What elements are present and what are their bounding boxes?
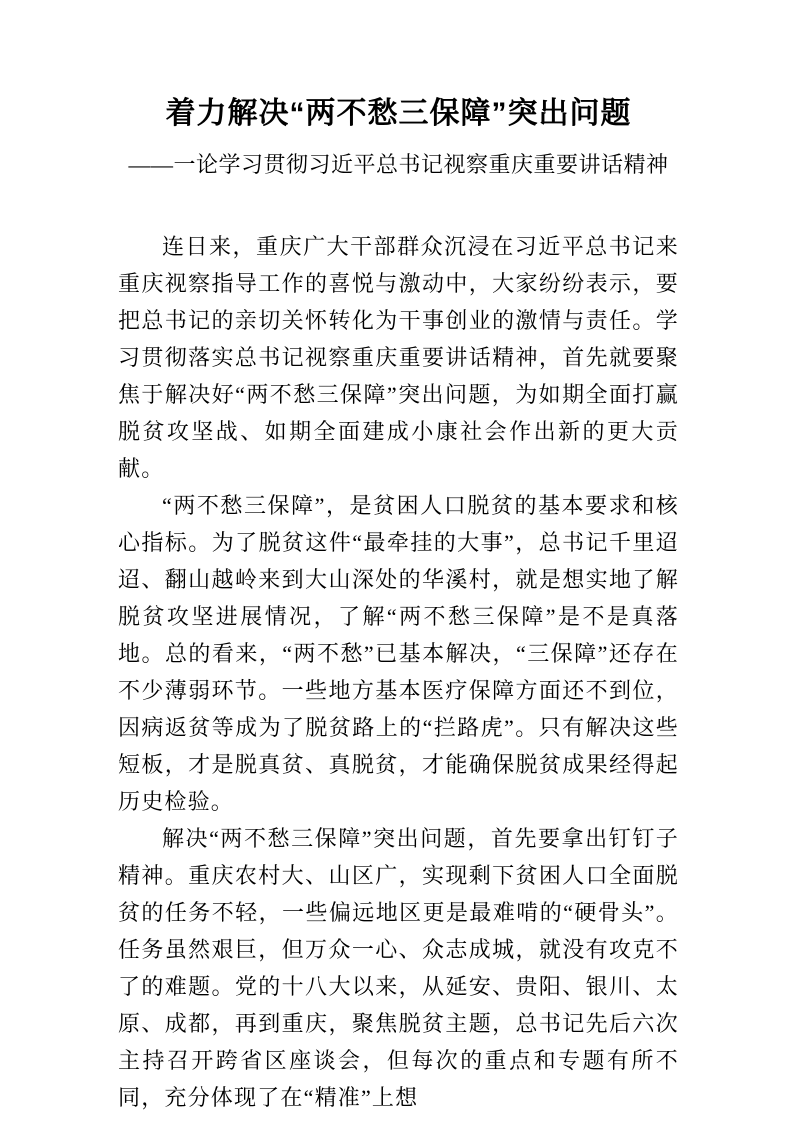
document-subtitle: ——一论学习贯彻习近平总书记视察重庆重要讲话精神 — [128, 152, 669, 177]
body-paragraph: 连日来，重庆广大干部群众沉浸在习近平总书记来重庆视察指导工作的喜悦与激动中，大家纷纷表示，要把总书记的亲切关怀转化为干事创业的激情与责任。学习贯彻落实总书记视察重庆重要讲话精神，首先就要聚焦于解决好“两不愁三保障”突出问题，为如期全面打赢脱贫攻坚战、如期全面建成小康社会作出新的更大贡献。 — [118, 234, 679, 481]
document-body — [118, 228, 679, 1116]
body-paragraph: 解决“两不愁三保障”突出问题，首先要拿出钉钉子精神。重庆农村大、山区广，实现剩下贫困人口全面脱贫的任务不轻，一些偏远地区更是最难啃的“硬骨头”。任务虽然艰巨，但万众一心、众志成城，就没有攻克不了的难题。党的十八大以来，从延安、贵阳、银川、太原、成都，再到重庆，聚焦脱贫主题，总书记先后六次主持召开跨省区座谈会，但每次的重点和专题有所不同，充分体现了在“精准”上想 — [118, 826, 679, 1110]
document-title: 着力解决“两不愁三保障”突出问题 — [165, 97, 632, 130]
body-paragraph: “两不愁三保障”，是贫困人口脱贫的基本要求和核心指标。为了脱贫这件“最牵挂的大事”，总书记千里迢迢、翻山越岭来到大山深处的华溪村，就是想实地了解脱贫攻坚进展情况，了解“两不愁三保障”是不是真落地。总的看来，“两不愁”已基本解决，“三保障”还存在不少薄弱环节。一些地方基本医疗保障方面还不到位，因病返贫等成为了脱贫路上的“拦路虎”。只有解决这些短板，才是脱真贫、真脱贫，才能确保脱贫成果经得起历史检验。 — [118, 493, 679, 814]
